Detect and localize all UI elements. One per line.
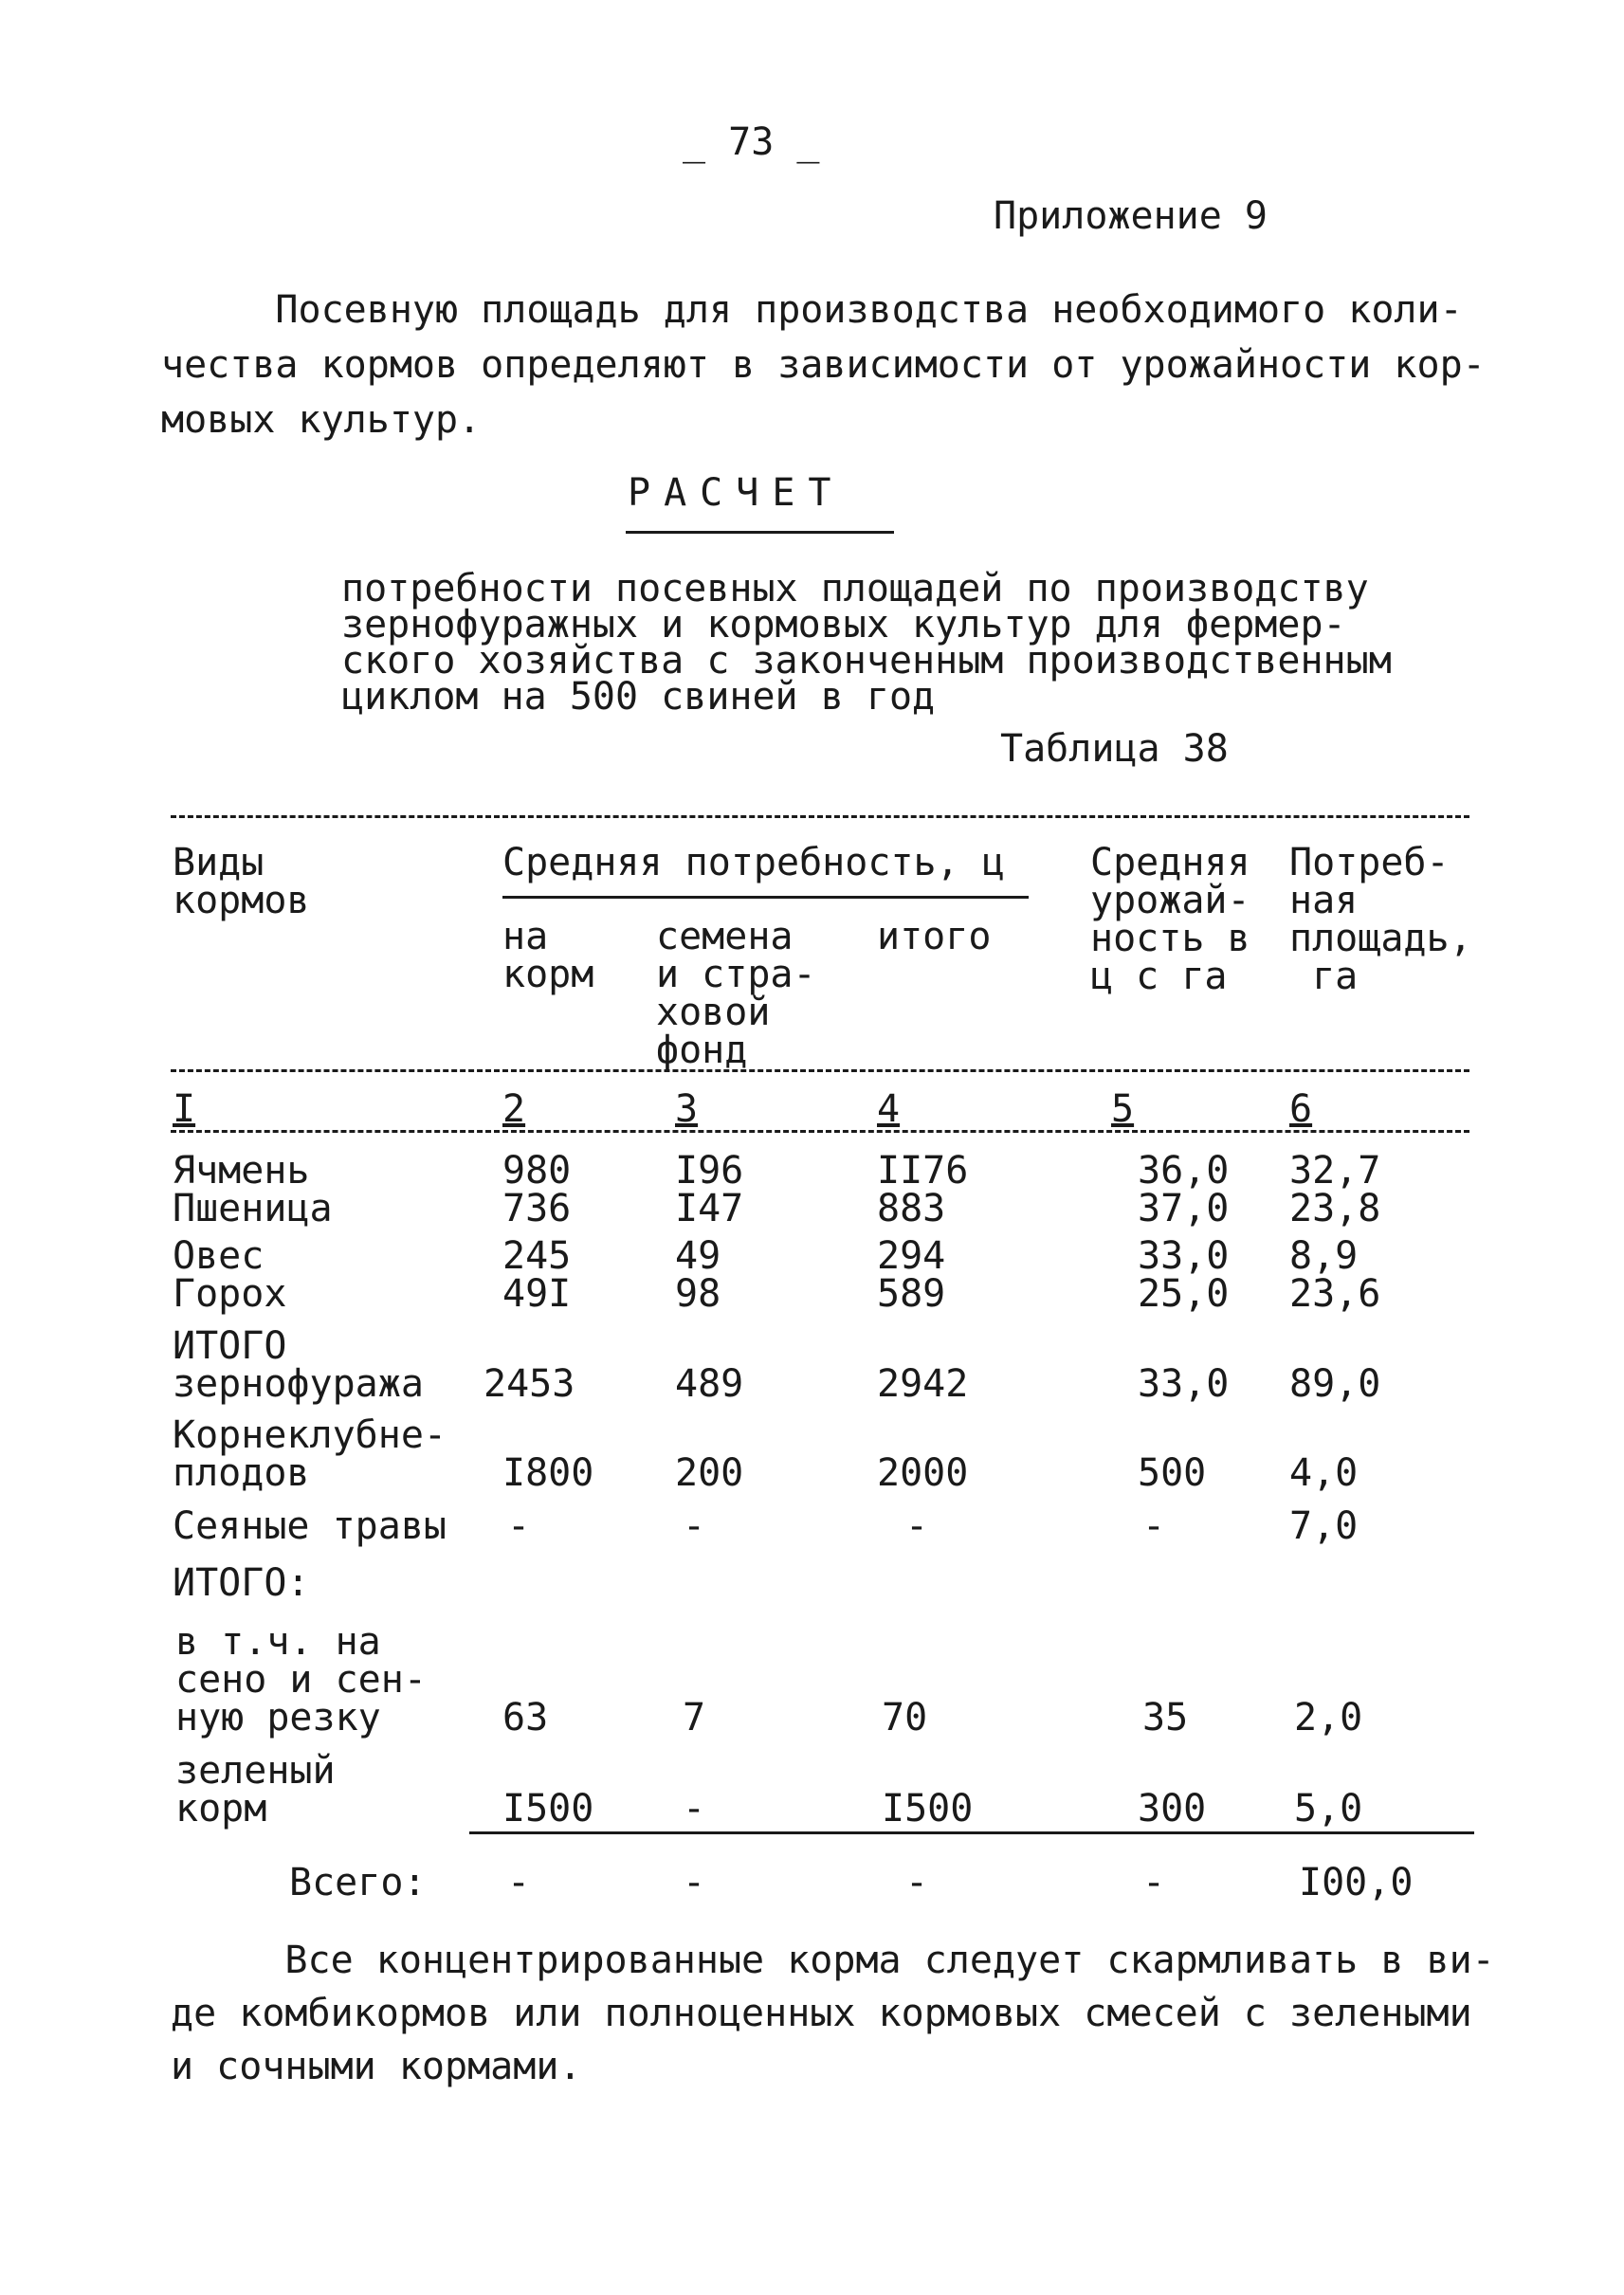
cell-area: 32,7 23,8 bbox=[1289, 1149, 1381, 1230]
cell-area: 2,0 bbox=[1294, 1696, 1363, 1739]
page-number: _ 73 _ bbox=[683, 120, 820, 164]
total-label: Всего: bbox=[289, 1861, 427, 1904]
header-types: Виды кормов bbox=[173, 841, 310, 922]
cell-total: 2942 bbox=[877, 1362, 969, 1406]
cell-for-feed: 245 49I bbox=[502, 1234, 572, 1316]
cell-total: 294 589 bbox=[877, 1234, 946, 1316]
cell-area: 5,0 bbox=[1294, 1787, 1363, 1831]
header-avg-need: Средняя потребность, ц bbox=[502, 841, 1005, 884]
cell-for-feed: I500 bbox=[502, 1787, 594, 1831]
cell-total: - bbox=[905, 1504, 929, 1548]
cell-area: 8,9 23,6 bbox=[1289, 1234, 1381, 1316]
total-rule bbox=[469, 1831, 1474, 1834]
col-number: I bbox=[173, 1087, 196, 1131]
calc-heading-underline bbox=[626, 531, 894, 534]
table-top-rule bbox=[171, 815, 1469, 818]
calc-subtitle: потребности посевных площадей по производству зернофуражных и кормовых культур для фермер- ского хозяйства с законченным производственным циклом на 500 свиней в год bbox=[341, 567, 1392, 719]
cell-total: 2000 bbox=[877, 1451, 969, 1495]
cell-seeds: I96 I47 bbox=[675, 1149, 744, 1230]
table-label: Таблица 38 bbox=[1000, 727, 1229, 771]
cell-for-feed: I800 bbox=[502, 1451, 594, 1495]
header-area: Потреб- ная площадь, га bbox=[1289, 841, 1472, 998]
header-bottom-rule bbox=[171, 1069, 1469, 1072]
header-seeds: семена и стра- ховой фонд bbox=[656, 915, 816, 1072]
col-numbers-rule bbox=[171, 1130, 1469, 1133]
row-name: Сеяные травы bbox=[173, 1504, 447, 1548]
total-total: - bbox=[905, 1861, 929, 1904]
header-for-feed: на корм bbox=[502, 915, 594, 996]
row-name: ИТОГО: bbox=[173, 1561, 310, 1605]
row-name: Ячмень Пшеница bbox=[173, 1149, 333, 1230]
cell-yield: 500 bbox=[1138, 1451, 1207, 1495]
col-number: 4 bbox=[877, 1087, 901, 1131]
appendix-label: Приложение 9 bbox=[994, 194, 1268, 238]
cell-total: II76 883 bbox=[877, 1149, 969, 1230]
col-number: 6 bbox=[1289, 1087, 1313, 1131]
row-name: Корнеклубне- плодов bbox=[173, 1413, 447, 1495]
cell-yield: 300 bbox=[1138, 1787, 1207, 1831]
cell-yield: 33,0 25,0 bbox=[1138, 1234, 1230, 1316]
cell-for-feed: - bbox=[507, 1504, 531, 1548]
row-name: ИТОГО зернофуража bbox=[173, 1324, 424, 1406]
cell-yield: 33,0 bbox=[1138, 1362, 1230, 1406]
row-name: зеленый корм bbox=[175, 1749, 336, 1831]
col-number: 5 bbox=[1111, 1087, 1135, 1131]
calc-heading: РАСЧЕТ bbox=[628, 471, 845, 515]
cell-seeds: 49 98 bbox=[675, 1234, 721, 1316]
cell-seeds: 489 bbox=[675, 1362, 744, 1406]
cell-yield: 36,0 37,0 bbox=[1138, 1149, 1230, 1230]
header-avg-need-rule bbox=[502, 896, 1029, 899]
intro-paragraph: Посевную площадь для производства необходимого коли- чества кормов определяют в зависимости от урожайности кор- мовых культур. bbox=[161, 288, 1486, 442]
header-yield: Средняя урожай- ность в ц с га bbox=[1090, 841, 1250, 998]
cell-seeds: 7 bbox=[683, 1696, 706, 1739]
cell-area: 7,0 bbox=[1289, 1504, 1359, 1548]
cell-total: I500 bbox=[882, 1787, 974, 1831]
cell-seeds: 200 bbox=[675, 1451, 744, 1495]
cell-for-feed: 2453 bbox=[484, 1362, 575, 1406]
cell-area: 89,0 bbox=[1289, 1362, 1381, 1406]
cell-for-feed: 63 bbox=[502, 1696, 549, 1739]
total-seeds: - bbox=[683, 1861, 706, 1904]
cell-seeds: - bbox=[683, 1504, 706, 1548]
row-name: Овес Горох bbox=[173, 1234, 287, 1316]
cell-yield: 35 bbox=[1142, 1696, 1189, 1739]
total-yield: - bbox=[1142, 1861, 1166, 1904]
header-total: итого bbox=[877, 915, 992, 958]
cell-total: 70 bbox=[882, 1696, 928, 1739]
cell-seeds: - bbox=[683, 1787, 706, 1831]
col-number: 3 bbox=[675, 1087, 699, 1131]
total-for-feed: - bbox=[507, 1861, 531, 1904]
total-area: I00,0 bbox=[1299, 1861, 1414, 1904]
col-number: 2 bbox=[502, 1087, 526, 1131]
cell-for-feed: 980 736 bbox=[502, 1149, 572, 1230]
closing-paragraph: Все концентрированные корма следует скармливать в ви- де комбикормов или полноценных кормовых смесей с зелеными и сочными кормами. bbox=[171, 1939, 1495, 2088]
cell-yield: - bbox=[1142, 1504, 1166, 1548]
cell-area: 4,0 bbox=[1289, 1451, 1359, 1495]
row-name: в т.ч. на сено и сен- ную резку bbox=[175, 1620, 427, 1739]
